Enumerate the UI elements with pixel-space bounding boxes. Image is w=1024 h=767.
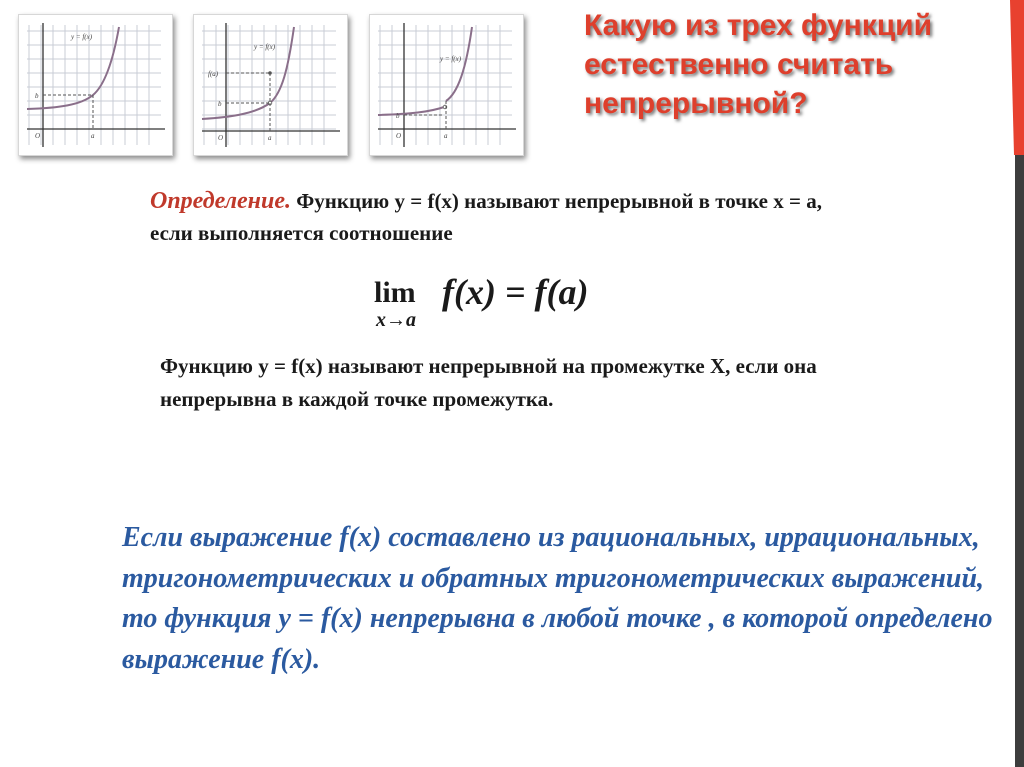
y-label: b (35, 92, 39, 100)
curve-label: y = f(x) (254, 43, 276, 51)
origin-label: O (218, 134, 224, 142)
graph-thumbnail-1 (18, 14, 173, 156)
y-label: b (218, 100, 222, 108)
origin-label: O (396, 132, 402, 140)
lim-subscript: x→a (376, 309, 416, 331)
continuity-note: Если выражение f(x) составлено из рациональных, иррациональных, тригонометрических и обратных тригонометрических выражений, то функция y = f(x) непрерывна в любой точке , в которой определено выражение f(x). (122, 522, 993, 675)
x-label: a (268, 134, 272, 142)
formula-expression: f(x) = f(a) (442, 272, 589, 312)
x-label: a (444, 132, 448, 140)
definition-term: Определение. (150, 188, 291, 214)
curve-label: y = f(x) (440, 55, 462, 63)
interval-definition: Функцию y = f(x) называют непрерывной на промежутке X, если она непрерывна в каждой точке промежутка. (160, 354, 817, 411)
slide-heading: Какую из трех функций естественно считать непрерывной? (584, 9, 933, 120)
graph-thumbnail-2 (193, 14, 348, 156)
corner-decoration (1010, 0, 1024, 767)
lim-symbol: lim (374, 276, 416, 309)
y-label: b (396, 112, 400, 120)
definition-text: Функцию y = f(x) называют непрерывной в точке x = a, если выполняется соотношение (150, 189, 822, 245)
x-label: a (91, 132, 95, 140)
limit-formula (374, 268, 644, 332)
y-label: f(a) (208, 70, 219, 78)
origin-label: O (35, 132, 41, 140)
definition-paragraph (150, 185, 830, 249)
curve-label: y = f(x) (71, 33, 93, 41)
graph-thumbnail-3 (369, 14, 524, 156)
